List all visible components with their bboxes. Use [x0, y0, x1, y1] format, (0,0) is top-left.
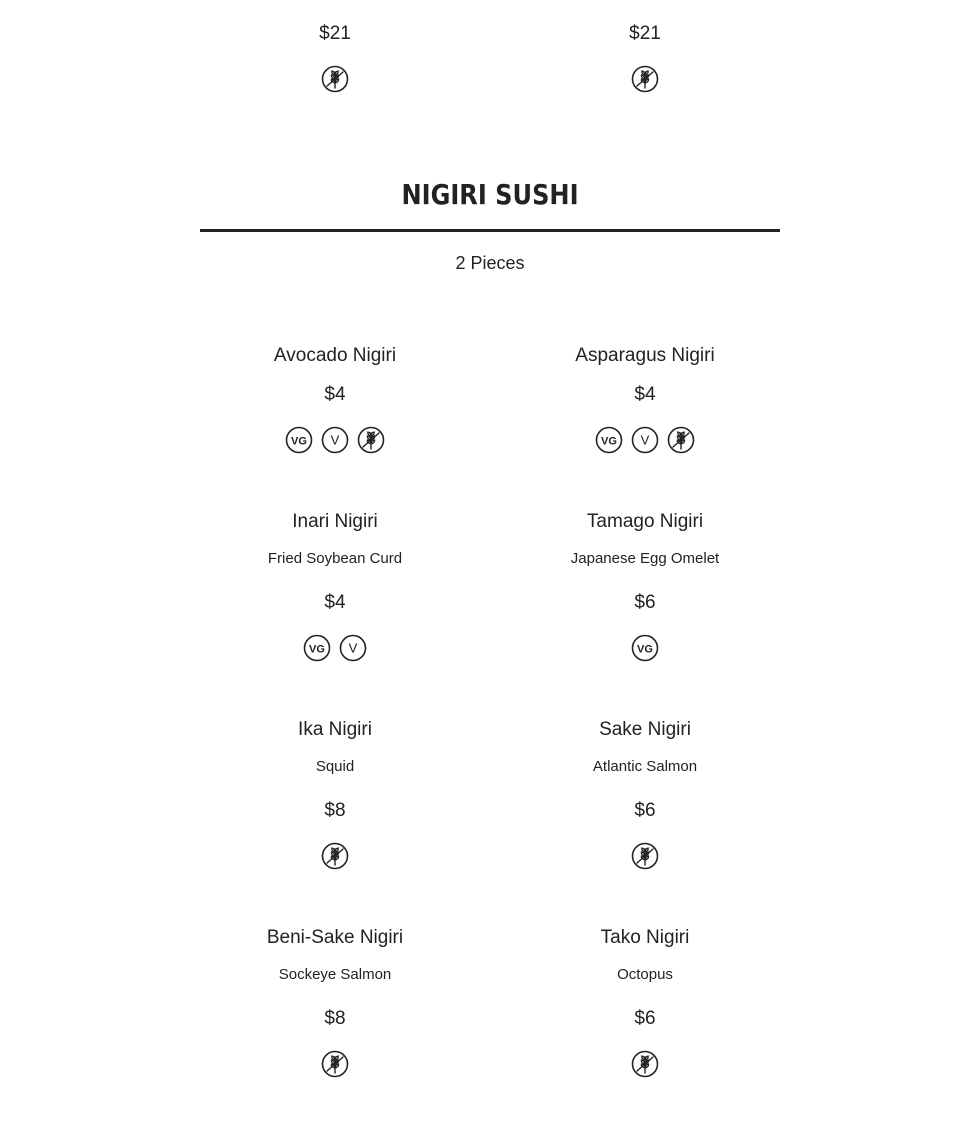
menu-item	[495, 0, 795, 100]
vegetarian-icon	[631, 426, 659, 454]
menu-item	[185, 927, 485, 1097]
menu-item	[495, 511, 795, 681]
vegetarian-icon	[321, 426, 349, 454]
item-description: Atlantic Salmon	[592, 758, 698, 775]
menu-item	[495, 719, 795, 889]
item-name: Beni-Sake Nigiri	[266, 927, 404, 948]
svg-text:VG: VG	[637, 643, 653, 656]
item-name: Tamago Nigiri	[586, 511, 704, 532]
svg-text:VG: VG	[291, 435, 307, 448]
item-name-cutoff	[185, 0, 485, 2]
item-price: $8	[324, 1008, 346, 1029]
diet-icons	[185, 426, 485, 456]
item-price: $4	[634, 384, 656, 405]
item-price: $21	[629, 23, 661, 44]
diet-icons	[495, 426, 795, 456]
diet-icons	[495, 842, 795, 872]
item-name: Avocado Nigiri	[273, 345, 397, 366]
diet-icons	[495, 1050, 795, 1080]
svg-text:VG: VG	[309, 643, 325, 656]
item-description: Fried Soybean Curd	[267, 550, 403, 567]
item-description: Sockeye Salmon	[278, 966, 392, 983]
item-name: Inari Nigiri	[292, 511, 378, 532]
diet-icons	[495, 634, 795, 664]
item-price: $6	[634, 592, 656, 613]
vegetarian-icon	[339, 634, 367, 662]
diet-icons	[185, 65, 485, 95]
section-title: NIGIRI SUSHI	[401, 178, 579, 211]
item-price: $6	[634, 800, 656, 821]
vegan-icon	[303, 634, 331, 662]
vegan-icon	[631, 634, 659, 662]
section-divider	[200, 229, 780, 232]
vegan-icon	[285, 426, 313, 454]
item-name: Asparagus Nigiri	[575, 345, 715, 366]
item-description: Squid	[315, 758, 355, 775]
item-name: Ika Nigiri	[298, 719, 372, 740]
menu-item	[185, 0, 485, 100]
gluten-free-icon	[357, 426, 385, 454]
item-name-cutoff	[495, 0, 795, 2]
menu-item	[185, 345, 485, 475]
gluten-free-icon	[631, 842, 659, 870]
item-description: Japanese Egg Omelet	[570, 550, 720, 567]
menu-item	[495, 345, 795, 475]
section-subtitle: 2 Pieces	[455, 253, 525, 273]
item-description: Octopus	[617, 966, 673, 983]
svg-text:V: V	[348, 640, 358, 656]
gluten-free-icon	[631, 1050, 659, 1078]
svg-text:V: V	[640, 432, 650, 448]
vegan-icon	[595, 426, 623, 454]
svg-text:VG: VG	[601, 435, 617, 448]
gluten-free-icon	[321, 842, 349, 870]
item-name: Tako Nigiri	[600, 927, 690, 948]
item-price: $21	[319, 23, 351, 44]
menu-item	[185, 719, 485, 889]
item-price: $6	[634, 1008, 656, 1029]
diet-icons	[185, 1050, 485, 1080]
gluten-free-icon	[667, 426, 695, 454]
menu-item	[495, 927, 795, 1097]
diet-icons	[185, 842, 485, 872]
diet-icons	[185, 634, 485, 664]
gluten-free-icon	[321, 1050, 349, 1078]
item-price: $4	[324, 592, 346, 613]
menu-item	[185, 511, 485, 681]
svg-text:V: V	[330, 432, 340, 448]
item-price: $8	[324, 800, 346, 821]
item-name: Sake Nigiri	[599, 719, 691, 740]
item-price: $4	[324, 384, 346, 405]
gluten-free-icon	[631, 65, 659, 93]
gluten-free-icon	[321, 65, 349, 93]
diet-icons	[495, 65, 795, 95]
